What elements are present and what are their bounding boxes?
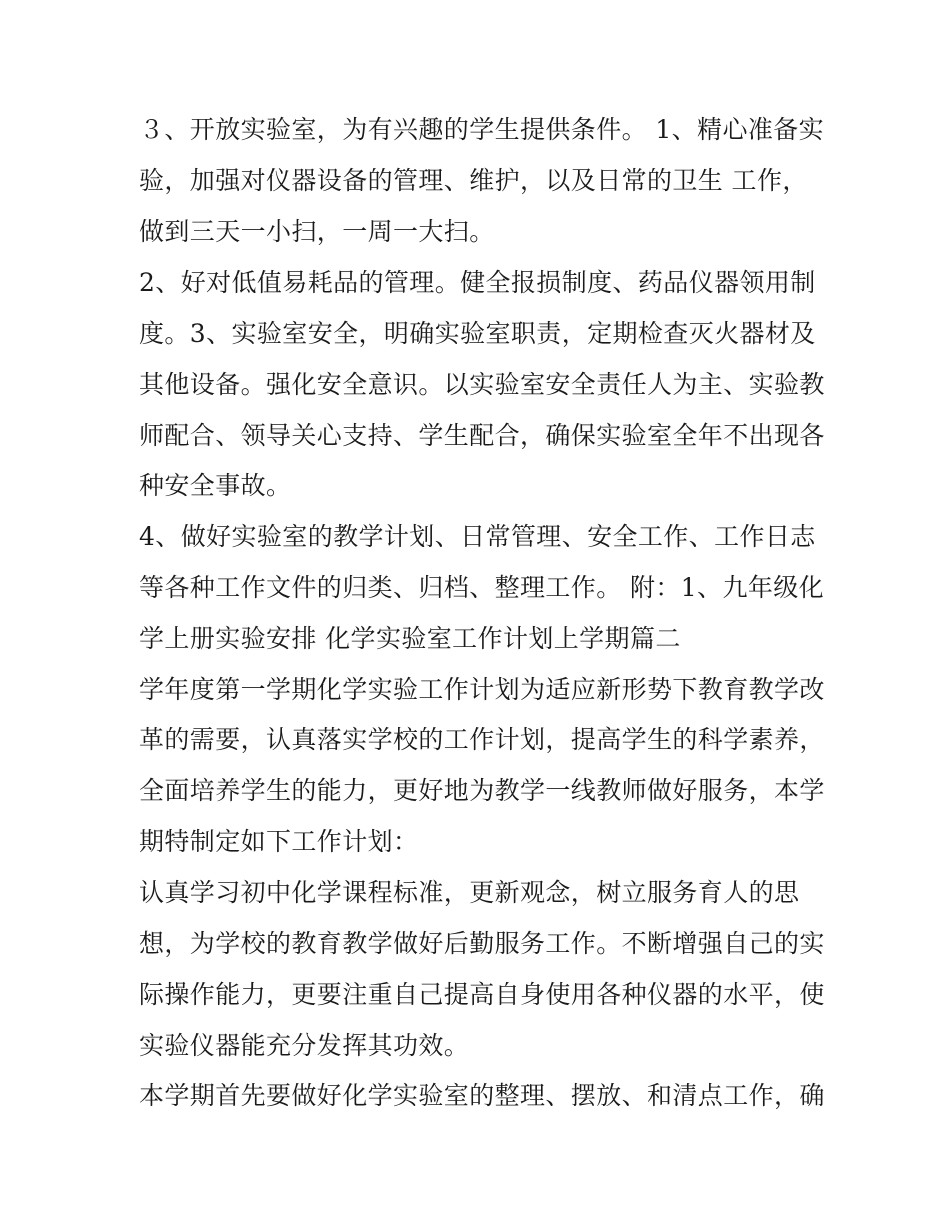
text-line: 认真学习初中化学课程标准，更新观念，树立服务育人的思 <box>139 878 800 907</box>
text-line: 种安全事故。 <box>139 471 292 500</box>
text-line: 等各种工作文件的归类、归档、整理工作。 附：1、九年级化 <box>139 573 825 602</box>
text-line: 其他设备。强化安全意识。以实验室安全责任人为主、实验教 <box>139 370 825 399</box>
text-line: ３、开放实验室，为有兴趣的学生提供条件。 1、精心准备实 <box>139 115 825 144</box>
text-line: 学上册实验安排 化学实验室工作计划上学期篇二 <box>139 624 681 653</box>
text-line: 4、做好实验室的教学计划、日常管理、安全工作、工作日志 <box>139 522 816 551</box>
text-line: 期特制定如下工作计划： <box>139 827 419 856</box>
text-line: 全面培养学生的能力，更好地为教学一线教师做好服务，本学 <box>139 776 825 805</box>
text-line: 验，加强对仪器设备的管理、维护，以及日常的卫生 工作， <box>139 166 808 195</box>
text-line: 本学期首先要做好化学实验室的整理、摆放、和清点工作，确 <box>139 1081 825 1110</box>
text-line: 际操作能力，更要注重自己提高自身使用各种仪器的水平，使 <box>139 980 825 1009</box>
text-line: 实验仪器能充分发挥其功效。 <box>139 1031 470 1060</box>
text-line: 师配合、领导关心支持、学生配合，确保实验室全年不出现各 <box>139 421 825 450</box>
text-line: 革的需要，认真落实学校的工作计划，提高学生的科学素养， <box>139 725 825 754</box>
text-line: 做到三天一小扫，一周一大扫。 <box>139 217 495 246</box>
text-line: 2、好对低值易耗品的管理。健全报损制度、药品仪器领用制 <box>139 268 816 297</box>
text-line: 想，为学校的教育教学做好后勤服务工作。不断增强自己的实 <box>139 929 825 958</box>
text-line: 度。3、实验室安全，明确实验室职责，定期检查灭火器材及 <box>139 319 816 348</box>
text-line: 学年度第一学期化学实验工作计划为适应新形势下教育教学改 <box>139 675 825 704</box>
